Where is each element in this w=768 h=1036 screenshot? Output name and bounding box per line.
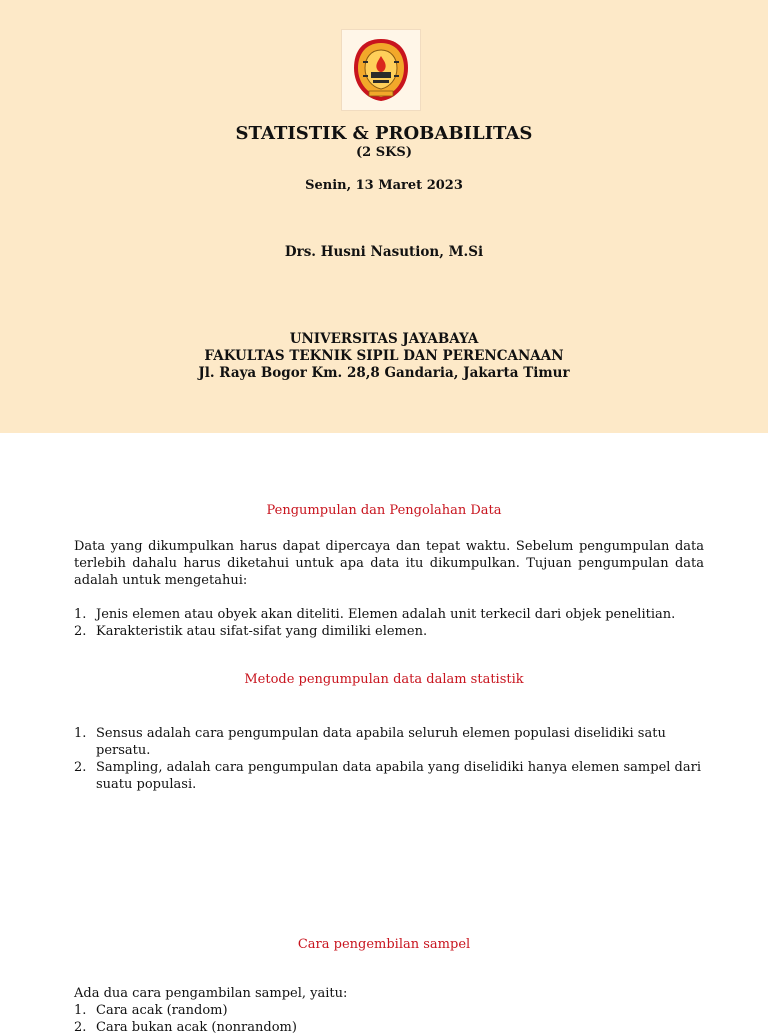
document-title: STATISTIK & PROBABILITAS (235, 123, 533, 144)
list-number: 2. (74, 624, 87, 639)
list-number: 1. (74, 726, 87, 741)
section-heading-data-collection: Pengumpulan dan Pengolahan Data (266, 503, 502, 518)
list-item-text: Sampling, adalah cara pengumpulan data apabila yang diselidiki hanya elemen sampel dari suatu populasi. (96, 760, 702, 792)
list-item-text: Cara acak (random) (96, 1003, 228, 1018)
list-item (74, 606, 714, 623)
section-paragraph: Data yang dikumpulkan harus dapat dipercaya dan tepat waktu. Sebelum pengumpulan data terlebih dahalu harus diketahui untuk apa data itu dikumpulkan. Tujuan pengumpulan data adalah untuk mengetahui: (74, 539, 704, 588)
list-number: 1. (74, 607, 87, 622)
university-address: Jl. Raya Bogor Km. 28,8 Gandaria, Jakarta Timur (198, 365, 570, 381)
university-name: UNIVERSITAS JAYABAYA (289, 331, 479, 347)
list-item (74, 725, 714, 759)
section-heading-methods: Metode pengumpulan data dalam statistik (244, 672, 524, 687)
list-item-text: Karakteristik atau sifat-sifat yang dimiliki elemen. (96, 624, 428, 639)
list-number: 1. (74, 1003, 87, 1018)
section-paragraph: Ada dua cara pengambilan sampel, yaitu: (74, 986, 348, 1001)
list-number: 2. (74, 1020, 87, 1035)
university-seal-icon (351, 36, 411, 104)
purpose-list (74, 606, 714, 640)
list-item (74, 759, 714, 793)
list-number: 2. (74, 760, 87, 775)
credit-units: (2 SKS) (356, 145, 412, 160)
list-item-text: Sensus adalah cara pengumpulan data apabila seluruh elemen populasi diselidiki satu persatu. (96, 726, 666, 758)
list-item (74, 1019, 714, 1036)
list-item-text: Jenis elemen atau obyek akan diteliti. Elemen adalah unit terkecil dari objek penelitian. (96, 607, 676, 622)
faculty-name: FAKULTAS TEKNIK SIPIL DAN PERENCANAAN (204, 348, 564, 364)
list-item (74, 1002, 714, 1019)
lecture-date: Senin, 13 Maret 2023 (305, 178, 463, 193)
list-item-text: Cara bukan acak (nonrandom) (96, 1020, 297, 1035)
sampling-list (74, 1002, 714, 1036)
list-item (74, 623, 714, 640)
author-name: Drs. Husni Nasution, M.Si (284, 244, 484, 260)
section-heading-sampling: Cara pengembilan sampel (297, 937, 471, 952)
university-logo (341, 29, 421, 111)
methods-list (74, 725, 714, 793)
